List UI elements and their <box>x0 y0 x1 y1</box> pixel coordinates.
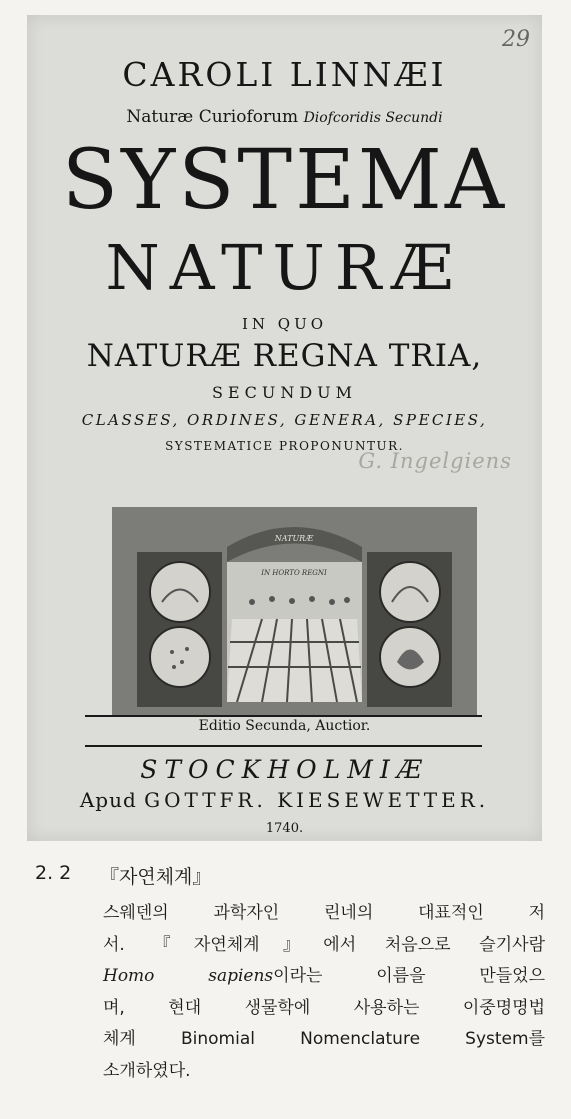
society-italic: Diofcoridis Secundi <box>303 110 443 126</box>
title-systema: SYSTEMA <box>61 133 508 228</box>
place-line: STOCKHOLMIÆ <box>140 755 429 784</box>
handwritten-signature: G. Ingelgiens <box>358 449 512 473</box>
title-naturae: NATURÆ <box>105 231 464 304</box>
author-line: CAROLI LINNÆI <box>122 55 447 94</box>
divider-rule <box>85 745 482 747</box>
caption-line: 체계 Binomial Nomenclature System를 <box>103 1029 545 1049</box>
publisher-prefix: Apud <box>79 788 137 812</box>
publisher-name: GOTTFR. KIESEWETTER. <box>144 788 490 812</box>
caption-line: 며, 현대 생물학에 사용하는 이중명명법 <box>103 997 545 1018</box>
engraving-subtitle: IN HORTO REGNI <box>261 569 327 577</box>
caption-line-rest: 이라는 이름을 만들었으 <box>273 966 546 986</box>
systematice-line: SYSTEMATICE PROPONUNTUR. <box>165 439 404 453</box>
classes-line: CLASSES, ORDINES, GENERA, SPECIES, <box>81 411 488 429</box>
engraving-banner: NATURÆ <box>274 534 314 543</box>
society-text: Naturæ Curioforum <box>126 107 299 127</box>
figure-title: 『자연체계』 <box>100 866 212 888</box>
caption-body <box>103 898 545 1087</box>
year-line: 1740. <box>265 821 304 836</box>
in-quo-line: IN QUO <box>241 315 328 333</box>
title-page-photo <box>27 15 542 841</box>
publisher-line <box>27 788 542 812</box>
society-line <box>27 107 542 127</box>
caption-line: 서. 『자연체계』에서 처음으로 슬기사람 <box>103 934 545 955</box>
figure-number: 2. 2 <box>35 862 72 884</box>
caption-line <box>103 961 545 993</box>
garden-engraving <box>112 507 477 717</box>
page-number: 29 <box>502 27 530 52</box>
species-name: Homo sapiens <box>103 966 274 986</box>
caption-line: 소개하였다. <box>103 1060 191 1081</box>
secundum-line: SECUNDUM <box>211 383 358 402</box>
divider-rule <box>85 715 482 717</box>
edition-line: Editio Secunda, Auctior. <box>198 718 371 734</box>
regna-line: NATURÆ REGNA TRIA, <box>86 338 483 374</box>
caption-line: 스웨덴의 과학자인 린네의 대표적인 저 <box>103 903 545 923</box>
